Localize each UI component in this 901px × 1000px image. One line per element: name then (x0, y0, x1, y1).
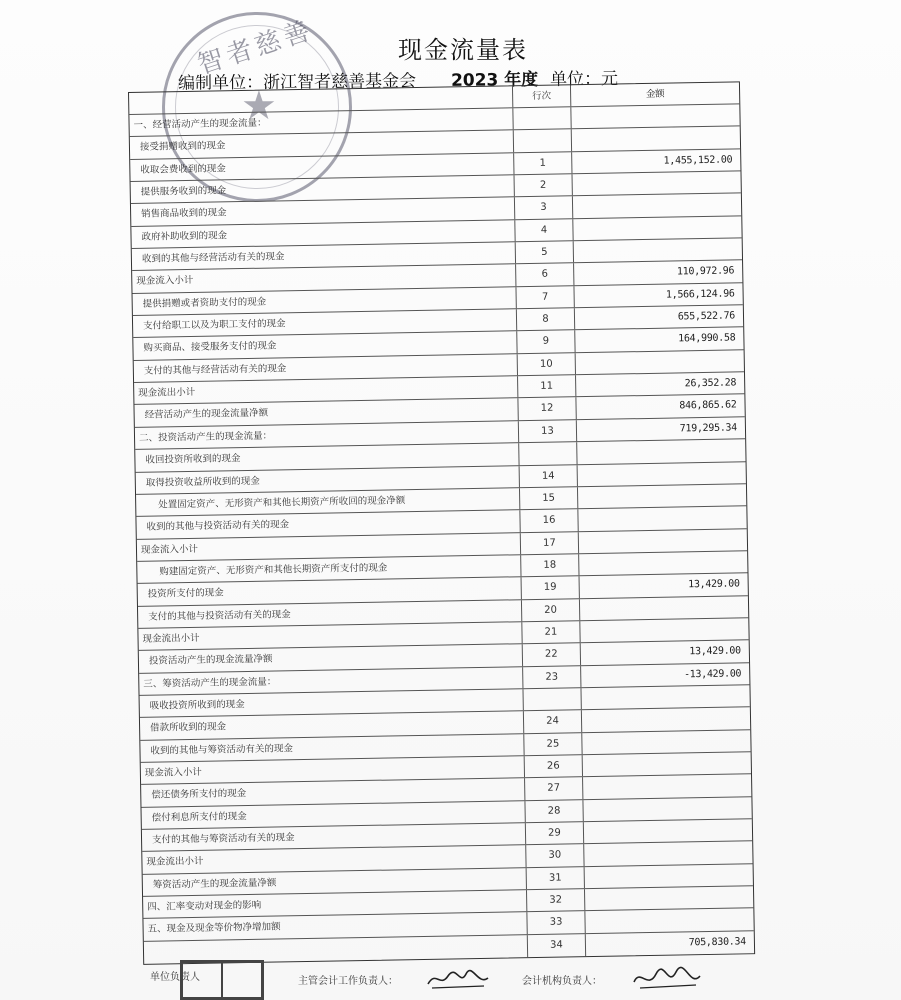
row-amount (584, 819, 752, 843)
row-amount (585, 864, 753, 888)
row-item-name: 三、筹资活动产生的现金流量： (139, 667, 523, 695)
row-amount: 1,455,152.00 (663, 154, 733, 167)
row-item-name: 收回投资所收到的现金 (135, 443, 519, 471)
row-line-number (514, 130, 572, 152)
row-item-name: 投资所支付的现金 (138, 577, 522, 605)
row-amount (582, 730, 750, 754)
row-item-name: 筹资活动产生的现金流量净额 (143, 868, 527, 896)
row-amount (583, 752, 751, 776)
row-line-number: 1 (514, 152, 572, 174)
table-body (129, 104, 754, 964)
row-line-number: 10 (518, 353, 576, 375)
row-line-number: 23 (523, 666, 581, 688)
row-line-number: 4 (515, 219, 573, 241)
row-line-number: 33 (527, 912, 585, 934)
row-amount (578, 484, 746, 508)
personal-seal-stamp (180, 960, 264, 1000)
row-item-name: 一、经营活动产生的现金流量： (129, 108, 513, 136)
row-item-name: 现金流出小计 (134, 376, 518, 404)
row-amount (580, 618, 748, 642)
row-item-name: 收取会费收到的现金 (130, 153, 514, 181)
currency-unit-label: 单位：元 (549, 69, 619, 90)
seal-star-icon: ★ (241, 83, 277, 129)
row-item-name: 现金流入小计 (132, 265, 516, 293)
row-line-number: 9 (517, 331, 575, 353)
fiscal-year-label: 2023 年度 (450, 69, 539, 91)
row-amount: 110,972.96 (676, 265, 735, 278)
row-item-name: 现金流出小计 (138, 622, 522, 650)
row-line-number: 26 (525, 755, 583, 777)
row-amount: 26,352.28 (684, 377, 737, 390)
row-line-number: 14 (520, 465, 578, 487)
row-item-name: 政府补助收到的现金 (131, 220, 515, 248)
compiling-org-label: 编制单位：浙江智者慈善基金会 (177, 71, 417, 94)
header-line-number: 行次 (513, 85, 571, 107)
row-item-name: 取得投资收益所收到的现金 (136, 466, 520, 494)
row-amount: -13,429.00 (683, 667, 742, 680)
row-item-name: 支付的其他与筹资活动有关的现金 (142, 823, 526, 851)
row-item-name: 处置固定资产、无形资产和其他长期资产所收回的现金净额 (136, 488, 520, 516)
chief-accountant-label: 主管会计工作负责人： (298, 976, 398, 987)
row-item-name: 收到的其他与经营活动有关的现金 (132, 242, 516, 270)
row-amount: 719,295.34 (679, 422, 738, 435)
row-amount (582, 708, 750, 732)
row-line-number: 29 (526, 822, 584, 844)
row-line-number: 24 (524, 710, 582, 732)
row-line-number: 22 (523, 643, 581, 665)
row-line-number (513, 107, 571, 129)
row-item-name: 二、投资活动产生的现金流量： (135, 421, 519, 449)
row-amount (585, 886, 753, 910)
row-amount (579, 529, 747, 553)
row-line-number: 27 (525, 777, 583, 799)
row-amount (573, 171, 741, 195)
row-item-name: 提供服务收到的现金 (131, 175, 515, 203)
row-amount (571, 104, 739, 128)
seal-text: 智者慈善 (194, 15, 318, 81)
row-line-number: 32 (527, 889, 585, 911)
row-item-name: 经营活动产生的现金流量净额 (134, 399, 518, 427)
row-line-number: 28 (525, 800, 583, 822)
row-amount: 1,566,124.96 (665, 288, 735, 301)
row-amount: 705,830.34 (688, 936, 747, 949)
row-line-number (523, 688, 581, 710)
row-amount: 846,865.62 (679, 399, 737, 412)
row-line-number: 2 (515, 174, 573, 196)
row-item-name: 支付的其他与经营活动有关的现金 (134, 354, 518, 382)
row-item-name: 销售商品收到的现金 (131, 198, 515, 226)
accounting-head-label: 会计机构负责人： (522, 976, 602, 987)
row-amount: 13,429.00 (688, 578, 740, 591)
row-amount (580, 596, 748, 620)
row-amount (579, 551, 747, 575)
chief-accountant-signature (426, 964, 490, 992)
row-amount (577, 439, 745, 463)
accounting-head-signature (632, 964, 702, 992)
row-item-name: 四、汇率变动对现金的影响 (143, 890, 527, 918)
row-amount (578, 462, 746, 486)
row-line-number: 18 (521, 554, 579, 576)
cash-flow-table (128, 81, 755, 965)
row-line-number: 31 (527, 867, 585, 889)
row-item-name: 购买商品、接受服务支付的现金 (133, 332, 517, 360)
row-line-number: 21 (522, 621, 580, 643)
row-item-name: 投资活动产生的现金流量净额 (139, 644, 523, 672)
document-title: 现金流量表 (398, 36, 528, 64)
row-item-name: 吸收投资所收到的现金 (140, 689, 524, 717)
row-amount (585, 909, 753, 933)
row-line-number: 12 (518, 398, 576, 420)
unit-head-label: 单位负责人 (150, 972, 200, 983)
row-amount (573, 194, 741, 218)
row-line-number: 8 (517, 308, 575, 330)
row-item-name: 现金流出小计 (142, 846, 526, 874)
row-line-number: 34 (528, 934, 586, 957)
row-item-name: 支付的其他与投资活动有关的现金 (138, 600, 522, 628)
row-amount (583, 775, 751, 799)
row-item-name: 接受捐赠收到的现金 (130, 131, 514, 159)
row-line-number: 20 (522, 599, 580, 621)
signature-footer (150, 966, 750, 1000)
row-item-name: 支付给职工以及为职工支付的现金 (133, 309, 517, 337)
header-amount: 金额 (645, 88, 665, 100)
row-item-name: 购建固定资产、无形资产和其他长期资产所支付的现金 (137, 555, 521, 583)
row-line-number: 30 (526, 844, 584, 866)
row-item-name: 现金流入小计 (137, 533, 521, 561)
row-item-name: 偿还债务所支付的现金 (141, 778, 525, 806)
row-line-number: 15 (520, 487, 578, 509)
row-amount: 13,429.00 (689, 645, 741, 658)
row-line-number: 5 (516, 241, 574, 263)
row-amount (583, 797, 751, 821)
row-line-number: 17 (521, 532, 579, 554)
row-amount (581, 685, 749, 709)
row-line-number: 11 (518, 375, 576, 397)
row-line-number: 7 (516, 286, 574, 308)
row-line-number: 3 (515, 197, 573, 219)
row-amount (573, 216, 741, 240)
row-item-name: 收到的其他与筹资活动有关的现金 (140, 734, 524, 762)
row-item-name: 五、现金及现金等价物净增加额 (143, 913, 527, 941)
row-item-name: 现金流入小计 (141, 756, 525, 784)
row-amount: 164,990.58 (678, 332, 736, 345)
row-item-name: 提供捐赠或者资助支付的现金 (133, 287, 517, 315)
row-line-number (519, 442, 577, 464)
row-item-name: 借款所收到的现金 (140, 711, 524, 739)
row-line-number: 6 (516, 264, 574, 286)
row-item-name: 偿付利息所支付的现金 (141, 801, 525, 829)
row-line-number: 25 (524, 733, 582, 755)
row-amount: 655,522.76 (677, 310, 736, 323)
row-line-number: 13 (519, 420, 577, 442)
row-amount (584, 842, 752, 866)
row-amount (578, 506, 746, 530)
row-line-number: 16 (520, 509, 578, 531)
row-amount (576, 350, 744, 374)
row-amount (574, 238, 742, 262)
row-item-name: 收到的其他与投资活动有关的现金 (136, 510, 520, 538)
row-line-number: 19 (522, 576, 580, 598)
row-amount (572, 127, 740, 151)
